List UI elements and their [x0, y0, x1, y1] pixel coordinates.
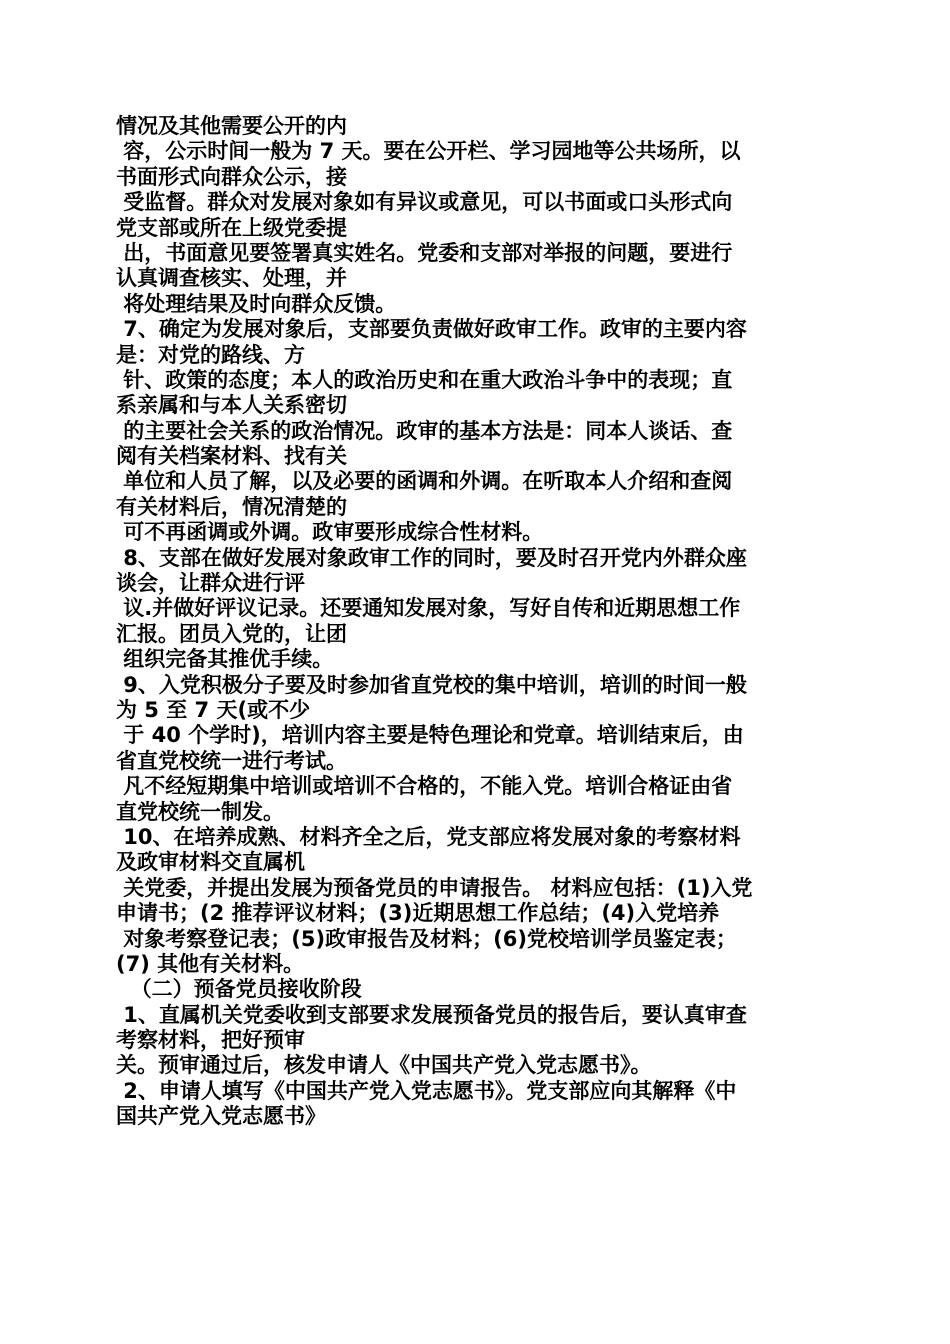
text-line: 针、政策的态度；本人的政治历史和在重大政治斗争中的表现；直: [116, 367, 733, 392]
text-line: 考察材料，把好预审: [116, 1028, 305, 1053]
text-line: 省直党校统一进行考试。: [116, 748, 347, 773]
text-line: 有关材料后，情况清楚的: [116, 494, 347, 519]
text-line: (7) 其他有关材料。: [116, 951, 305, 976]
text-line: 关。预审通过后，核发申请人《中国共产党入党志愿书》。: [116, 1053, 652, 1078]
text-line: 于 40 个学时)，培训内容主要是特色理论和党章。培训结束后，由: [116, 723, 744, 748]
text-line: 受监督。群众对发展对象如有异议或意见，可以书面或口头形式向: [116, 190, 733, 215]
text-line: 书面形式向群众公示，接: [116, 164, 347, 189]
text-line: 是：对党的路线、方: [116, 342, 305, 367]
text-line: 1、直属机关党委收到支部要求发展预备党员的报告后，要认真审查: [116, 1002, 747, 1027]
text-line: 系亲属和与本人关系密切: [116, 393, 347, 418]
text-line: 可不再函调或外调。政审要形成综合性材料。: [116, 520, 544, 545]
text-line: 关党委，并提出发展为预备党员的申请报告。 材料应包括：(1)入党: [116, 875, 753, 900]
text-line: 的主要社会关系的政治情况。政审的基本方法是：同本人谈话、查: [116, 418, 733, 443]
text-line: 汇报。团员入党的，让团: [116, 621, 347, 646]
text-line: 申请书；(2 推荐评议材料；(3)近期思想工作总结；(4)入党培养: [116, 901, 720, 926]
text-line: 8、支部在做好发展对象政审工作的同时，要及时召开党内外群众座: [116, 545, 747, 570]
text-line: 对象考察登记表；(5)政审报告及材料；(6)党校培训学员鉴定表；: [116, 926, 737, 951]
text-line: 将处理结果及时向群众反馈。: [116, 291, 397, 316]
text-line: 凡不经短期集中培训或培训不合格的，不能入党。培训合格证由省: [116, 774, 733, 799]
text-line: 2、申请人填写《中国共产党入党志愿书》。党支部应向其解释《中: [116, 1078, 737, 1103]
section-heading: （二）预备党员接收阶段: [116, 977, 362, 1002]
text-line: 出，书面意见要签署真实姓名。党委和支部对举报的问题，要进行: [116, 240, 733, 265]
text-line: 10、在培养成熟、材料齐全之后，党支部应将发展对象的考察材料: [116, 824, 741, 849]
text-line: 议.并做好评议记录。还要通知发展对象，写好自传和近期思想工作: [116, 596, 741, 621]
text-line: 单位和人员了解，以及必要的函调和外调。在听取本人介绍和查阅: [116, 469, 733, 494]
text-line: 党支部或所在上级党委提: [116, 215, 347, 240]
text-line: 情况及其他需要公开的内: [116, 114, 347, 138]
text-line: 7、确定为发展对象后，支部要负责做好政审工作。政审的主要内容: [116, 317, 747, 342]
text-line: 阅有关档案材料、找有关: [116, 444, 347, 469]
document-body: [116, 114, 836, 1130]
text-line: 谈会，让群众进行评: [116, 571, 305, 596]
text-line: 容，公示时间一般为 7 天。要在公开栏、学习园地等公共场所，以: [116, 139, 741, 164]
text-line: 直党校统一制发。: [116, 799, 284, 824]
text-line: 组织完备其推优手续。: [116, 647, 334, 672]
text-line: 国共产党入党志愿书》: [116, 1104, 326, 1129]
text-line: 认真调查核实、处理，并: [116, 266, 347, 291]
text-line: 9、入党积极分子要及时参加省直党校的集中培训，培训的时间一般: [116, 672, 747, 697]
text-line: 及政审材料交直属机: [116, 850, 305, 875]
text-line: 为 5 至 7 天(或不少: [116, 697, 311, 722]
